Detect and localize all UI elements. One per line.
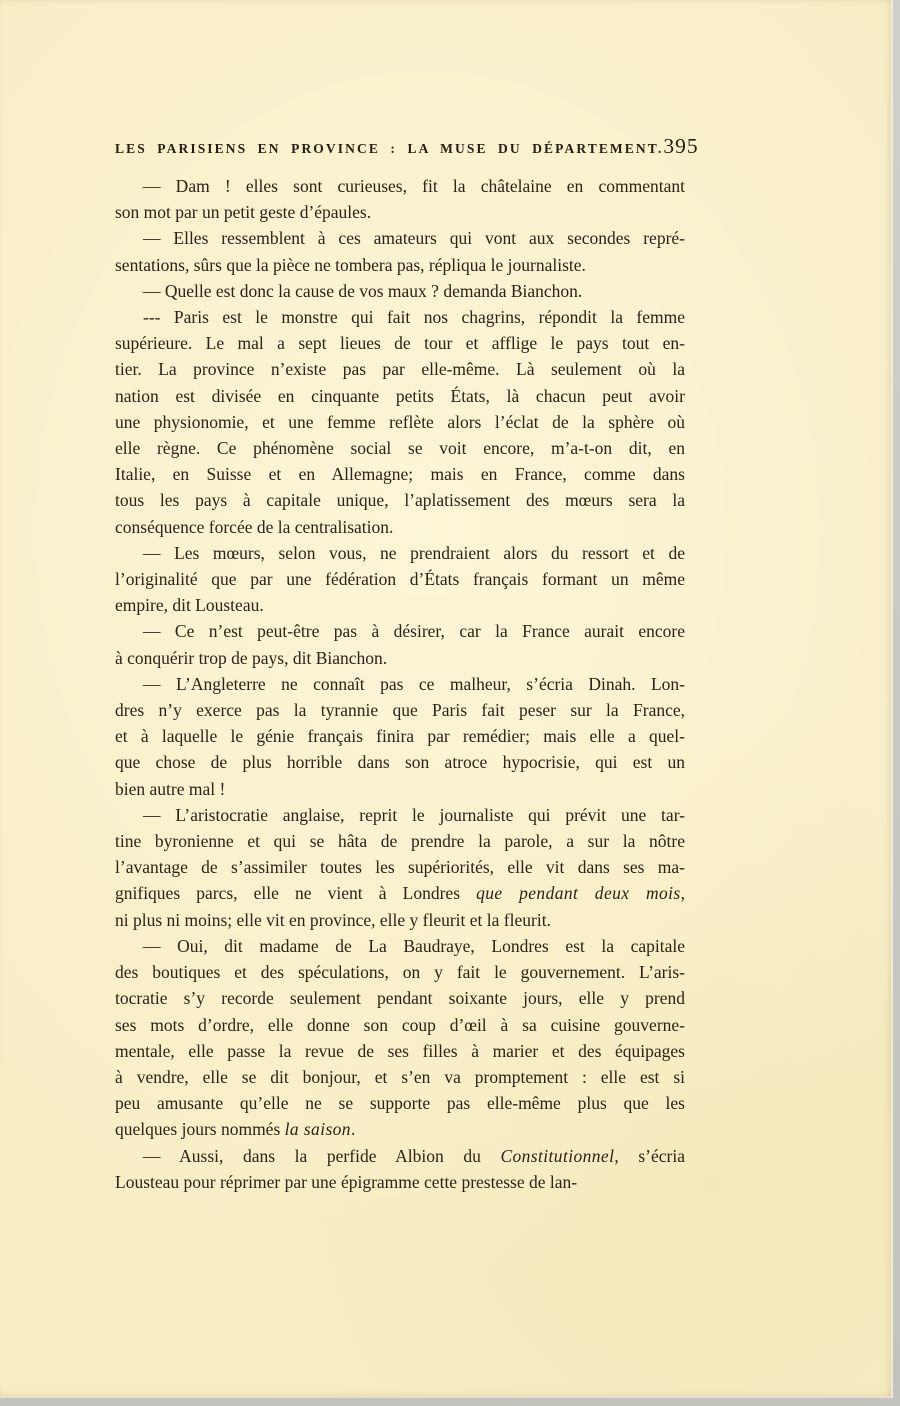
text-segment: à vendre, elle se dit bonjour, et s’en va promptement : elle est si (115, 1066, 685, 1087)
italic-text-segment: la saison (284, 1119, 351, 1140)
text-segment: --- Paris est le monstre qui fait nos chagrins, répondit la femme (143, 307, 685, 328)
text-segment: mentale, elle passe la revue de ses filles à marier et des équipages (115, 1040, 685, 1061)
text-segment: — Aussi, dans la perfide Albion du (143, 1145, 501, 1166)
text-line (115, 461, 685, 487)
text-segment: ni plus ni moins; elle vit en province, elle y fleurit et la fleurit. (115, 909, 551, 930)
text-segment: tier. La province n’existe pas par elle-même. Là seulement où la (115, 359, 685, 380)
text-segment: une physionomie, et une femme reflète alors l’éclat de la sphère où (115, 411, 685, 432)
text-line (115, 304, 685, 330)
text-line (115, 487, 685, 513)
text-segment: — Dam ! elles sont curieuses, fit la châtelaine en commentant (143, 176, 685, 196)
text-segment: , (680, 883, 685, 904)
text-line (115, 1143, 685, 1169)
text-segment: empire, dit Lousteau. (115, 595, 264, 616)
text-line (115, 749, 685, 775)
text-segment: sentations, sûrs que la pièce ne tombera pas, répliqua le journaliste. (115, 254, 586, 275)
text-line (115, 383, 685, 409)
text-line (115, 566, 685, 592)
text-line (115, 933, 685, 959)
text-line (115, 199, 685, 225)
page-number: 395 (663, 134, 699, 158)
text-segment: tocratie s’y recorde seulement pendant soixante jours, elle y prend (115, 988, 685, 1009)
text-segment: bien autre mal ! (115, 778, 226, 799)
text-line (115, 252, 685, 278)
text-line (115, 435, 685, 461)
text-segment: à conquérir trop de pays, dit Bianchon. (115, 647, 388, 668)
text-segment: des boutiques et des spéculations, on y fait le gouvernement. L’aris- (115, 962, 685, 983)
text-line (115, 671, 685, 697)
text-segment: gnifiques parcs, elle ne vient à Londres (115, 883, 477, 904)
text-line (115, 985, 685, 1011)
text-line (115, 1012, 685, 1038)
text-line (115, 1169, 685, 1195)
text-segment: son mot par un petit geste d’épaules. (115, 202, 372, 223)
text-line (115, 959, 685, 985)
text-segment: elle règne. Ce phénomène social se voit encore, m’a-t-on dit, en (115, 438, 685, 459)
text-line (115, 854, 685, 880)
text-line (115, 225, 685, 251)
text-line (115, 514, 685, 540)
body-text (115, 173, 685, 1195)
text-segment: Lousteau pour réprimer par une épigramme cette prestesse de lan- (115, 1171, 578, 1192)
text-segment: — Elles ressemblent à ces amateurs qui vont aux secondes repré- (143, 228, 685, 249)
text-line (115, 1038, 685, 1064)
text-segment: — Les mœurs, selon vous, ne prendraient alors du ressort et de (143, 542, 685, 563)
text-line (115, 1064, 685, 1090)
text-line (115, 697, 685, 723)
text-segment: conséquence forcée de la centralisation. (115, 516, 394, 537)
text-segment: tine byronienne et qui se hâta de prendre la parole, a sur la nôtre (115, 831, 685, 852)
text-segment: , s’écria (614, 1145, 685, 1166)
text-line (115, 618, 685, 644)
text-segment: — Ce n’est peut-être pas à désirer, car la France aurait encore (143, 621, 685, 642)
text-segment: et à laquelle le génie français finira par remédier; mais elle a quel- (115, 726, 685, 747)
running-title: LES PARISIENS EN PROVINCE : LA MUSE DU DÉPARTEMENT. (115, 141, 664, 156)
text-segment: — Oui, dit madame de La Baudraye, Londres est la capitale (143, 935, 685, 956)
text-segment: dres n’y exerce pas la tyrannie que Paris fait peser sur la France, (115, 700, 685, 721)
text-line (115, 278, 685, 304)
text-segment: quelques jours nommés (115, 1119, 285, 1140)
text-line (115, 330, 685, 356)
text-segment: . (350, 1119, 356, 1140)
text-segment: Italie, en Suisse et en Allemagne; mais en France, comme dans (115, 464, 685, 485)
text-line (115, 173, 685, 199)
text-line (115, 723, 685, 749)
text-segment: supérieure. Le mal a sept lieues de tour et afflige le pays tout en- (115, 333, 685, 354)
page-header (115, 134, 699, 159)
text-segment: l’avantage de s’assimiler toutes les supériorités, elle vit dans ses ma- (115, 857, 685, 878)
text-segment: — L’aristocratie anglaise, reprit le journaliste qui prévit une tar- (143, 804, 685, 825)
text-line (115, 645, 685, 671)
text-line (115, 907, 685, 933)
text-segment: l’originalité que par une fédération d’États français formant un même (115, 569, 685, 590)
text-line (115, 592, 685, 618)
text-line (115, 776, 685, 802)
text-segment: que chose de plus horrible dans son atroce hypocrisie, qui est un (115, 752, 685, 773)
text-line (115, 802, 685, 828)
text-line (115, 540, 685, 566)
text-line (115, 828, 685, 854)
text-block (115, 134, 699, 1195)
text-line (115, 1116, 685, 1142)
text-line (115, 1090, 685, 1116)
text-segment: nation est divisée en cinquante petits États, là chacun peut avoir (115, 385, 685, 406)
text-line (115, 880, 685, 906)
text-segment: ses mots d’ordre, elle donne son coup d’œil à sa cuisine gouverne- (115, 1014, 685, 1035)
italic-text-segment: que pendant deux mois (476, 883, 681, 904)
italic-text-segment: Constitutionnel (500, 1145, 615, 1166)
text-segment: tous les pays à capitale unique, l’aplatissement des mœurs sera la (115, 490, 685, 511)
text-line (115, 356, 685, 382)
text-segment: peu amusante qu’elle ne se supporte pas elle-même plus que les (115, 1093, 685, 1114)
text-segment: — Quelle est donc la cause de vos maux ? demanda Bianchon. (143, 280, 583, 301)
text-line (115, 409, 685, 435)
text-segment: — L’Angleterre ne connaît pas ce malheur, s’écria Dinah. Lon- (143, 673, 685, 694)
